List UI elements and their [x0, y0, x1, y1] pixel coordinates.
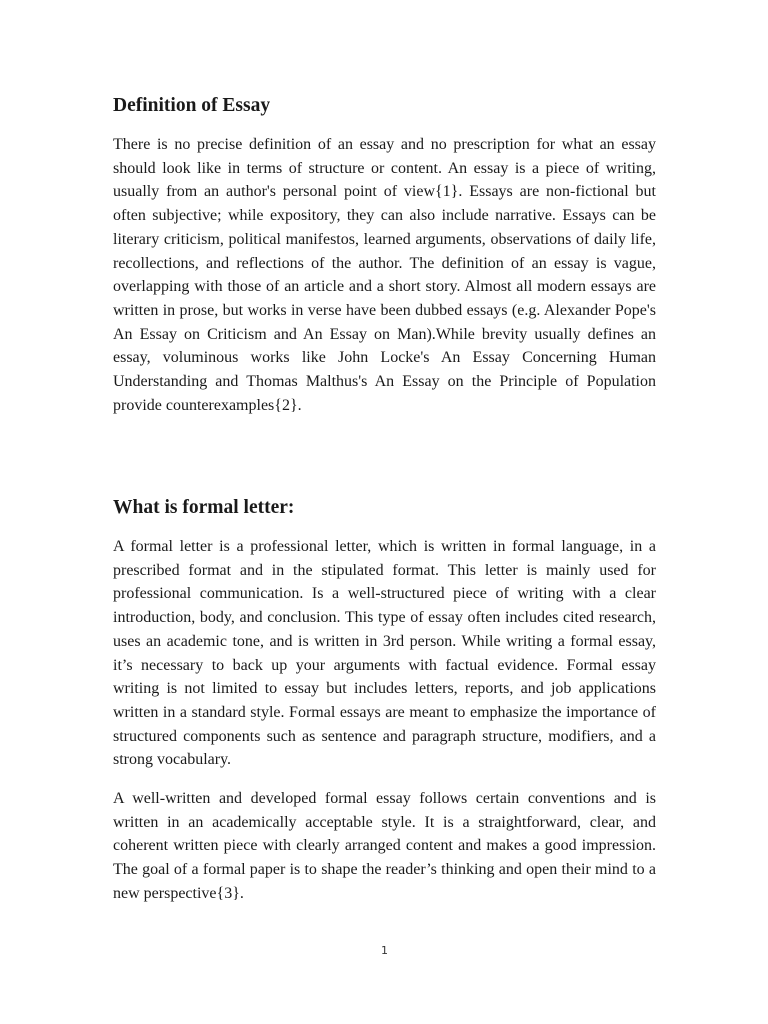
section-heading-formal-letter: What is formal letter:: [113, 497, 295, 518]
paragraph-definition-of-essay: There is no precise definition of an essay and no prescription for what an essay should look like in terms of structure or content. An essay is a piece of writing, usually from an author's personal point of view{1}. Essays are non-fictional but often subjective; while expository, they can also include narrative. Essays can be literary criticism, political manifestos, learned arguments, observations of daily life, recollections, and reflections of the author. The definition of an essay is vague, overlapping with those of an article and a short story. Almost all modern essays are written in prose, but works in verse have been dubbed essays (e.g. Alexander Pope's An Essay on Criticism and An Essay on Man).While brevity usually defines an essay, voluminous works like John Locke's An Essay Concerning Human Understanding and Thomas Malthus's An Essay on the Principle of Population provide counterexamples{2}.: [113, 136, 656, 414]
paragraph-formal-letter-1: A formal letter is a professional letter, which is written in formal language, in a prescribed format and in the stipulated format. This letter is mainly used for professional communication. Is a well-structured piece of writing with a clear introduction, body, and conclusion. This type of essay often includes cited research, uses an academic tone, and is written in 3rd person. While writing a formal essay, it’s necessary to back up your arguments with factual evidence. Formal essay writing is not limited to essay but includes letters, reports, and job applications written in a standard style. Formal essays are meant to emphasize the importance of structured components such as sentence and paragraph structure, modifiers, and a strong vocabulary.: [113, 538, 656, 769]
page-number: 1: [381, 944, 388, 957]
section-heading-definition-of-essay: Definition of Essay: [113, 95, 271, 116]
paragraph-formal-letter-2: A well-written and developed formal essay follows certain conventions and is written in an academically acceptable style. It is a straightforward, clear, and coherent written piece with clearly arranged content and makes a good impression. The goal of a formal paper is to shape the reader’s thinking and open their mind to a new perspective{3}.: [113, 790, 656, 902]
document-page: [113, 0, 656, 1024]
